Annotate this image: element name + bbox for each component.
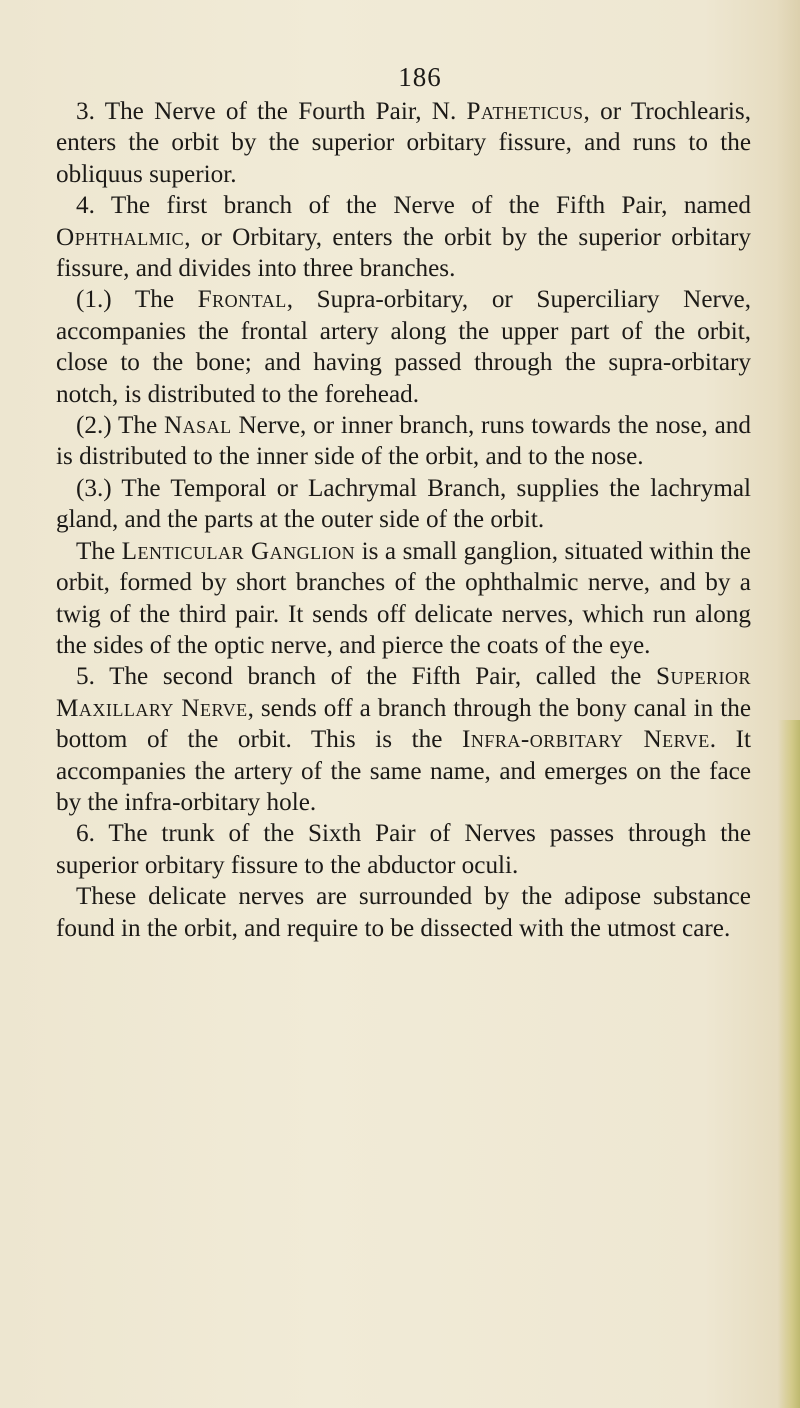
term-frontal: Frontal	[197, 286, 287, 314]
text-run: 3. The Nerve of the Fourth Pair, N.	[76, 98, 467, 125]
term-superior-maxillary-nerve: Superior Maxillary Nerve	[56, 663, 751, 722]
text-run: is a small ganglion, situated within the orbit, formed by short branches of the ophthalmic nerve, and by a twig of the third pair. It sends off delicate nerves, which run along the sides of the optic nerve, and pierce the coats of the eye.	[56, 537, 751, 659]
paragraph-dissection-note	[56, 881, 751, 944]
text-run: (3.) The Temporal or Lachrymal Branch, supplies the lachrymal gland, and the parts at the outer side of the orbit.	[56, 474, 751, 534]
term-lenticular-ganglion: Lenticular Ganglion	[121, 537, 356, 565]
term-nasal: Nasal	[163, 412, 232, 440]
text-run: 6. The trunk of the Sixth Pair of Nerves passes through the superior orbitary fissure to the abductor oculi.	[56, 820, 751, 879]
paragraph-fifth-pair-first-branch	[56, 190, 751, 284]
paragraph-sixth-pair	[56, 818, 751, 881]
text-run: The	[76, 537, 122, 565]
paragraph-fifth-pair-second-branch	[56, 661, 751, 818]
paragraph-nasal-nerve	[56, 410, 751, 473]
term-patheticus: Patheticus	[466, 98, 584, 125]
text-run: 4. The first branch of the Nerve of the Fifth Pair, named	[76, 192, 751, 220]
text-run: (1.) The	[76, 286, 198, 314]
paragraph-frontal-nerve	[56, 284, 751, 410]
page-edge-stain	[778, 720, 800, 1408]
text-run: (2.) The	[76, 412, 164, 440]
paragraph-lenticular-ganglion	[56, 536, 751, 662]
text-run: , or Orbitary, enters the orbit by the superior orbitary fissure, and divides into three branches.	[56, 223, 751, 283]
text-run: These delicate nerves are surrounded by the adipose substance found in the orbit, and require to be dissected with the utmost care.	[56, 883, 751, 942]
term-infra-orbitary-nerve: Infra-orbitary Nerve	[462, 726, 710, 754]
text-run: , or Trochlearis, enters the orbit by the superior orbitary fissure, and runs to the obliquus superior.	[56, 98, 751, 188]
paragraph-lachrymal-branch	[56, 473, 751, 536]
body-text	[56, 96, 751, 944]
text-run: , Supra-orbitary, or Superciliary Nerve, accompanies the frontal artery along the upper part of the orbit, close to the bone; and having passed through the supra-orbitary notch, is distributed to the forehead.	[56, 286, 751, 408]
text-run: 5. The second branch of the Fifth Pair, called the	[76, 663, 656, 691]
term-ophthalmic: Ophthalmic	[56, 223, 185, 251]
text-run: . It accompanies the artery of the same name, and emerges on the face by the infra-orbitary hole.	[56, 726, 751, 816]
text-run: Nerve, or inner branch, runs towards the nose, and is distributed to the inner side of the orbit, and to the nose.	[56, 412, 751, 471]
page-number: 186	[398, 62, 442, 92]
paragraph-fourth-pair	[56, 96, 751, 190]
text-run: , sends off a branch through the bony canal in the bottom of the orbit. This is the	[56, 694, 751, 754]
